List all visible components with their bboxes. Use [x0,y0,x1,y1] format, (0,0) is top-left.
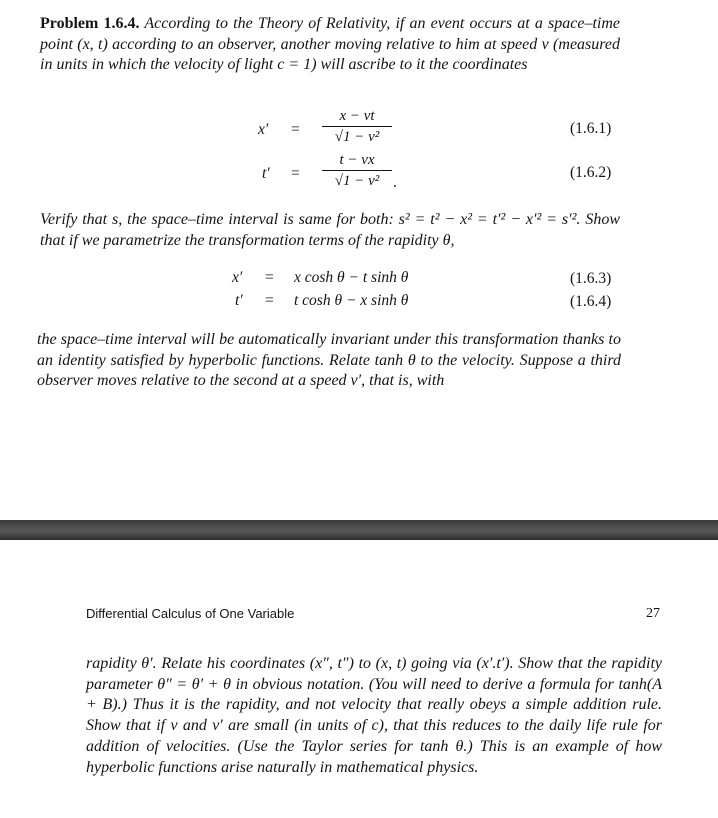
eq1-numerator: x − vt [339,108,375,124]
eq1-fraction [322,108,392,146]
problem-label: Problem 1.6.4. [40,15,140,32]
continuation-paragraph: rapidity θ′. Relate his coordinates (x″, t″) to (x, t) going via (x′.t′). Show that the rapidity parameter θ″ = θ′ + θ in obvious notation. (You will need to derive a formula for tanh(A + B).) Thus it is the rapidity, and not velocity that really obeys a simple addition rule. Show that if v and v′ are small (in units of c), that this reduces to the daily life rule for addition of velocities. (Use the Taylor series for tanh θ.) This is an example of how hyperbolic functions arise naturally in mathematical physics. [86,655,662,776]
closing-paragraph: the space–time interval will be automatically invariant under this transformation thanks to an identity satisfied by hyperbolic functions. Relate tanh θ to the velocity. Suppose a third observer moves relative to the second at a speed v′, that is, with [37,331,621,389]
problem-intro-text: According to the Theory of Relativity, if an event occurs at a space–time point (x, t) according to an observer, another moving relative to him at speed v (measured in units in which the velocity of light c = 1) will ascribe to it the coordinates [40,15,620,73]
eq4-lhs: t′ [235,292,243,309]
verify-paragraph: Verify that s, the space–time interval is same for both: s² = t² − x² = t′² − x′² = s′². Show that if we parametrize the transformation terms of the rapidity θ, [40,211,620,249]
eq2-number: (1.6.2) [570,164,612,181]
eq4-equals: = [265,292,274,309]
eq3-equals: = [265,269,274,286]
eq2-denominator: √1 − v² [334,173,380,189]
eq1-number: (1.6.1) [570,120,612,137]
eq3-lhs: x′ [232,269,243,286]
problem-intro-paragraph [40,14,620,76]
eq2-fraction [322,152,392,190]
eq1-denominator: √1 − v² [334,129,380,145]
page-number: 27 [646,606,660,621]
eq2-lhs: t′ [262,165,270,182]
eq3-number: (1.6.3) [570,270,612,287]
page-break-divider [0,520,718,540]
eq4-rhs: t cosh θ − x sinh θ [294,292,409,309]
eq2-period: . [393,174,397,191]
eq1-lhs: x′ [258,121,269,138]
running-header: Differential Calculus of One Variable [86,606,295,621]
eq4-number: (1.6.4) [570,293,612,310]
eq3-rhs: x cosh θ − t sinh θ [294,269,409,286]
eq2-equals: = [291,165,300,182]
eq2-numerator: t − vx [339,152,375,168]
eq1-equals: = [291,121,300,138]
